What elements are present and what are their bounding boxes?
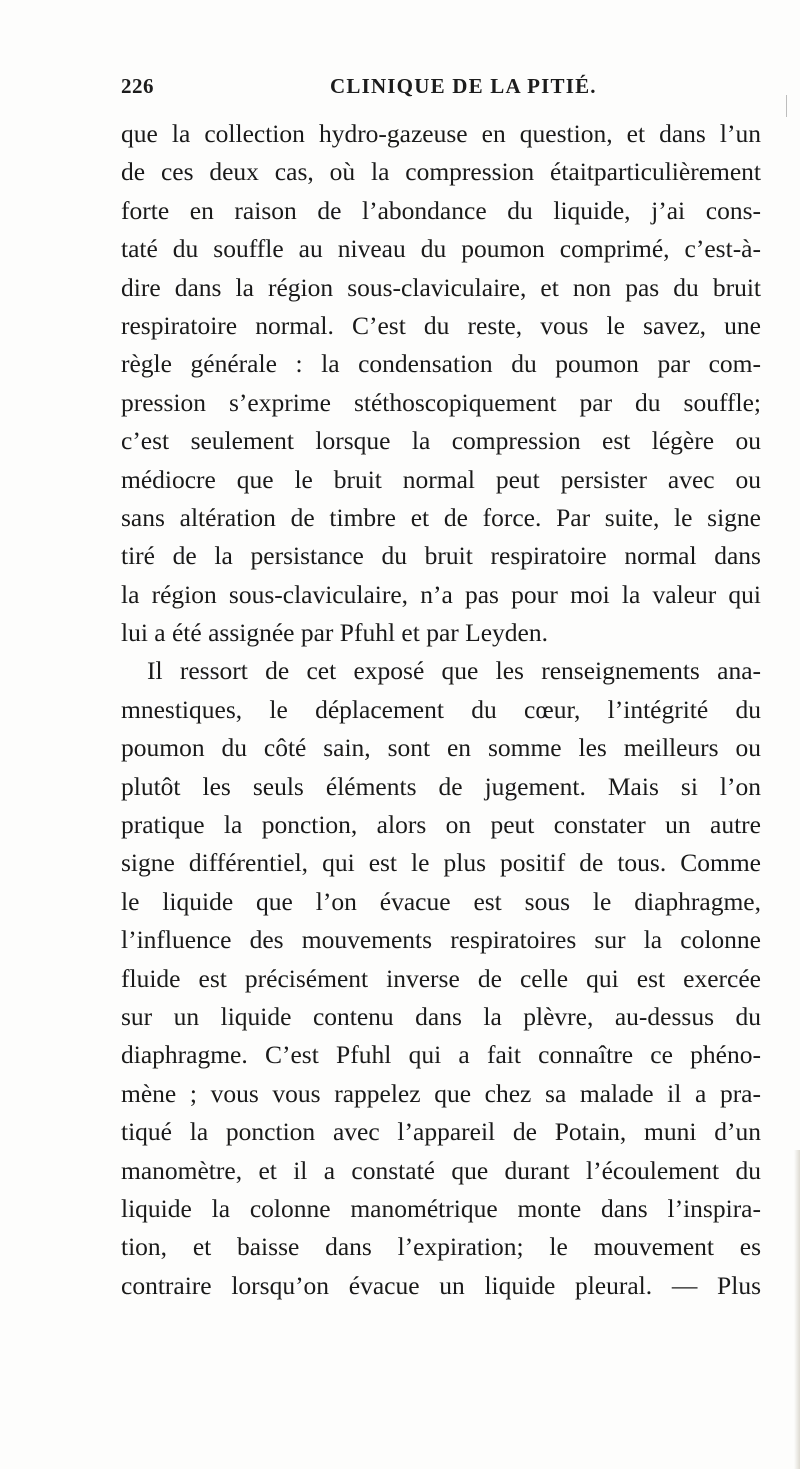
- text-line: l’influence des mouvements respiratoires sur la colonne: [121, 925, 761, 955]
- text-line: contraire lorsqu’on évacue un liquide pleural. — Plus: [121, 1270, 761, 1300]
- text-line: mnestiques, le déplacement du cœur, l’intégrité du: [121, 694, 761, 724]
- text-line: règle générale : la condensation du poumon par com-: [121, 349, 761, 379]
- paragraph-end-line: lui a été assignée par Pfuhl et par Leyden.: [121, 618, 548, 648]
- text-line: sur un liquide contenu dans la plèvre, au-dessus du: [121, 1001, 761, 1031]
- text-line: que la collection hydro-gazeuse en question, et dans l’un: [121, 119, 761, 148]
- text-line: tiqué la ponction avec l’appareil de Potain, muni d’un: [121, 1117, 761, 1147]
- text-line: pratique la ponction, alors on peut constater un autre: [121, 810, 761, 840]
- body-text: [121, 115, 761, 1305]
- text-line: le liquide que l’on évacue est sous le diaphragme,: [121, 886, 761, 916]
- running-title: CLINIQUE DE LA PITIÉ.: [330, 74, 597, 98]
- paragraph-start-line: Il ressort de cet exposé que les renseignements ana-: [147, 656, 761, 686]
- page-number: 226: [121, 74, 154, 98]
- text-line: manomètre, et il a constaté que durant l’écoulement du: [121, 1155, 761, 1185]
- text-line: fluide est précisément inverse de celle qui est exercée: [121, 963, 761, 993]
- text-line: mène ; vous vous rappelez que chez sa malade il a pra-: [121, 1078, 761, 1108]
- text-line: diaphragme. C’est Pfuhl qui a fait connaître ce phéno-: [121, 1040, 761, 1070]
- text-line: liquide la colonne manométrique monte dans l’inspira-: [121, 1193, 761, 1223]
- text-line: sans altération de timbre et de force. Par suite, le signe: [121, 502, 761, 532]
- gutter-mark: [786, 95, 787, 117]
- running-head: [121, 74, 761, 104]
- text-line: dire dans la région sous-claviculaire, et non pas du bruit: [121, 272, 761, 302]
- text-line: pression s’exprime stéthoscopiquement par du souffle;: [121, 387, 761, 417]
- text-line: tiré de la persistance du bruit respiratoire normal dans: [121, 541, 761, 571]
- text-line: poumon du côté sain, sont en somme les meilleurs ou: [121, 733, 761, 763]
- text-line: la région sous-claviculaire, n’a pas pour moi la valeur qui: [121, 579, 761, 609]
- text-line: tion, et baisse dans l’expiration; le mouvement es: [121, 1232, 761, 1262]
- page-edge-shadow: [794, 1150, 800, 1469]
- text-line: respiratoire normal. C’est du reste, vous le savez, une: [121, 310, 761, 340]
- text-line: forte en raison de l’abondance du liquide, j’ai cons-: [121, 195, 761, 225]
- text-line: plutôt les seuls éléments de jugement. Mais si l’on: [121, 771, 761, 801]
- text-line: c’est seulement lorsque la compression est légère ou: [121, 426, 761, 456]
- text-line: de ces deux cas, où la compression étaitparticulièrement: [121, 157, 761, 187]
- text-line: taté du souffle au niveau du poumon comprimé, c’est-à-: [121, 234, 761, 264]
- text-line: médiocre que le bruit normal peut persister avec ou: [121, 464, 761, 494]
- text-line: signe différentiel, qui est le plus positif de tous. Comme: [121, 848, 761, 878]
